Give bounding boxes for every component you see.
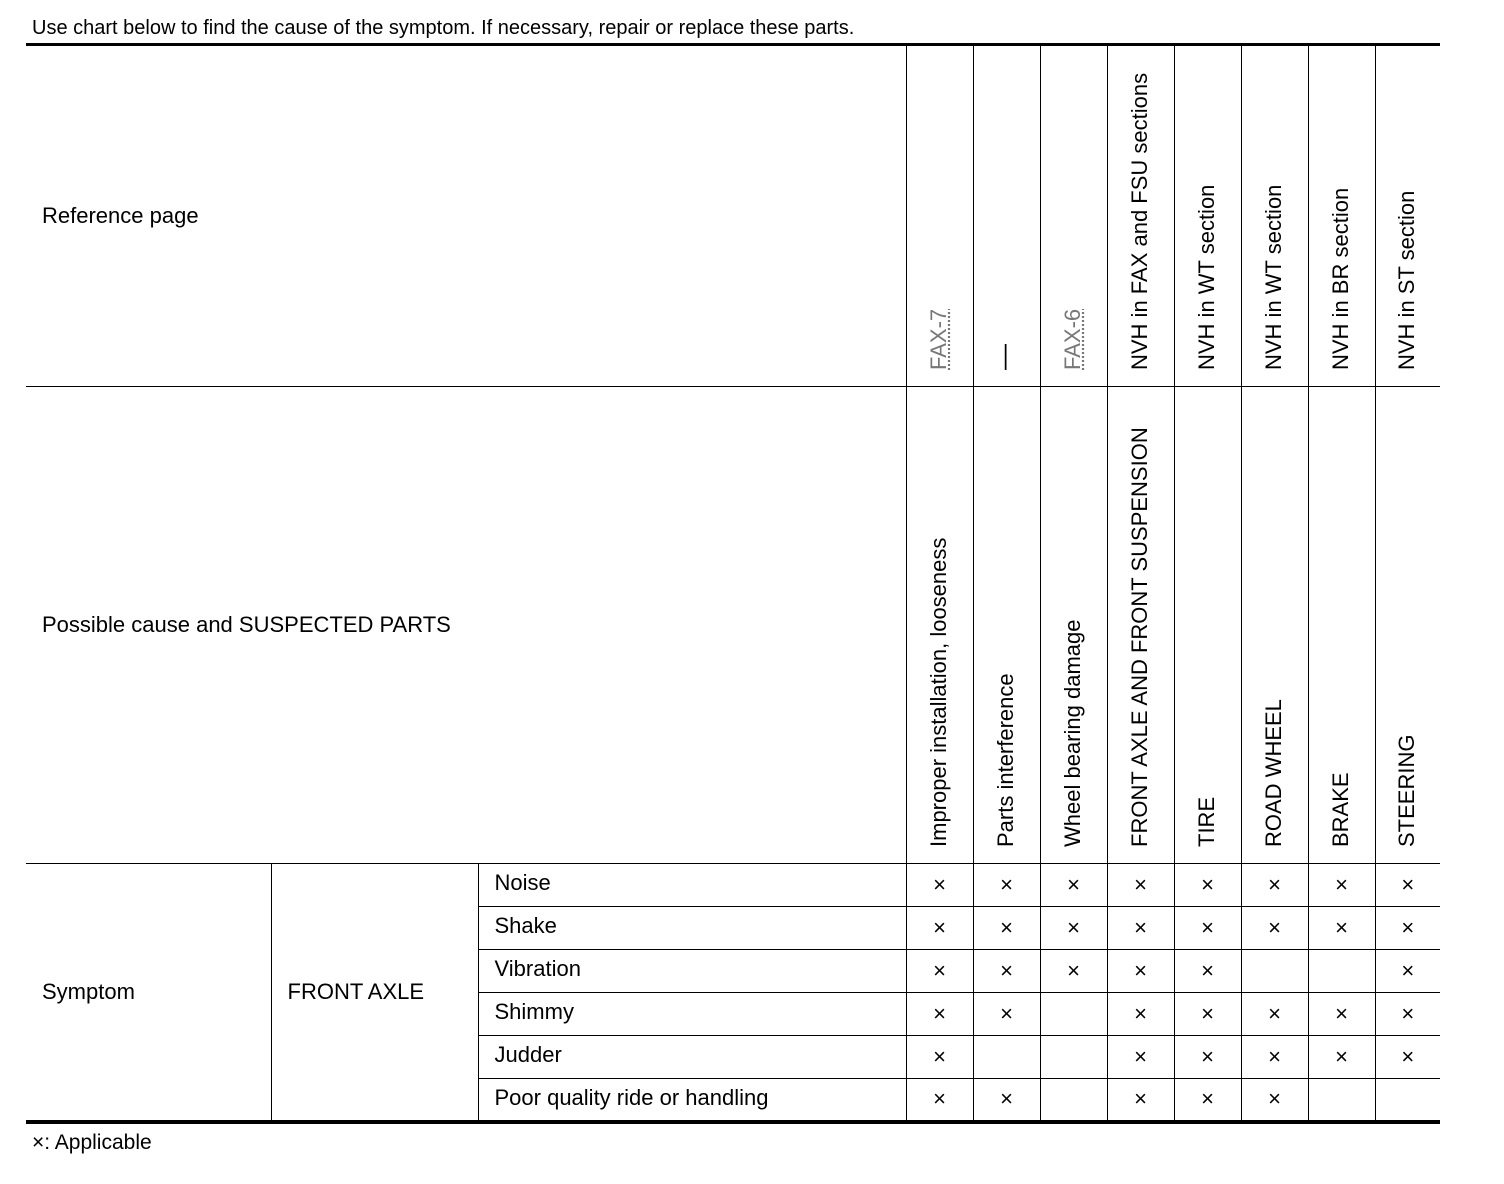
applicable-mark: × — [1375, 907, 1440, 950]
empty-cell — [1375, 1079, 1440, 1122]
cause-cell — [1174, 387, 1241, 864]
reference-cell — [1040, 45, 1107, 387]
cause-cell — [1040, 387, 1107, 864]
reference-row — [26, 45, 1440, 387]
applicable-mark: × — [973, 864, 1040, 907]
applicable-mark: × — [906, 907, 973, 950]
applicable-mark: × — [1174, 993, 1241, 1036]
symptom-name: Shimmy — [478, 993, 906, 1036]
reference-cell — [1174, 45, 1241, 387]
applicable-mark: × — [906, 950, 973, 993]
applicable-mark: × — [1107, 1036, 1174, 1079]
applicable-mark: × — [906, 1036, 973, 1079]
symptom-label: Symptom — [42, 978, 135, 1004]
applicable-mark: × — [1040, 950, 1107, 993]
reference-link[interactable]: FAX-7 — [925, 308, 951, 370]
applicable-mark: × — [1040, 864, 1107, 907]
cause-cell — [1375, 387, 1440, 864]
applicable-mark: × — [1308, 864, 1375, 907]
reference-text: NVH in WT section — [1260, 184, 1286, 370]
cause-text: STEERING — [1393, 734, 1419, 847]
reference-cell — [1241, 45, 1308, 387]
applicable-mark: × — [973, 1079, 1040, 1122]
applicable-mark: × — [1308, 1036, 1375, 1079]
group-label: FRONT AXLE — [271, 864, 478, 1122]
applicable-mark: × — [1107, 907, 1174, 950]
legend-note: ×: Applicable — [32, 1131, 152, 1154]
cause-cell — [1241, 387, 1308, 864]
intro-text: Use chart below to find the cause of the symptom. If necessary, repair or replace these parts. — [32, 17, 855, 39]
symptom-name: Poor quality ride or handling — [478, 1079, 906, 1122]
cause-text: FRONT AXLE AND FRONT SUSPENSION — [1126, 427, 1152, 847]
applicable-mark: × — [973, 950, 1040, 993]
cause-text: ROAD WHEEL — [1260, 699, 1286, 847]
empty-cell — [1308, 950, 1375, 993]
applicable-mark: × — [1174, 950, 1241, 993]
cause-cell — [1107, 387, 1174, 864]
empty-cell — [1040, 1036, 1107, 1079]
symptom-name: Noise — [478, 864, 906, 907]
applicable-mark: × — [1040, 907, 1107, 950]
reference-label: Reference page — [26, 45, 906, 387]
cause-cell — [1308, 387, 1375, 864]
applicable-mark: × — [1375, 993, 1440, 1036]
symptom-name: Shake — [478, 907, 906, 950]
applicable-mark: × — [973, 907, 1040, 950]
applicable-mark: × — [906, 1079, 973, 1122]
applicable-mark: × — [1107, 1079, 1174, 1122]
applicable-mark: × — [1241, 864, 1308, 907]
reference-cell — [1375, 45, 1440, 387]
reference-cell — [1107, 45, 1174, 387]
applicable-mark: × — [1308, 907, 1375, 950]
empty-cell — [1040, 1079, 1107, 1122]
applicable-mark: × — [1174, 907, 1241, 950]
applicable-mark: × — [1375, 950, 1440, 993]
reference-cell — [973, 45, 1040, 387]
cause-label: Possible cause and SUSPECTED PARTS — [26, 387, 906, 864]
applicable-mark: × — [973, 993, 1040, 1036]
cause-text: Parts interference — [992, 673, 1018, 847]
empty-cell — [1040, 993, 1107, 1036]
applicable-mark: × — [906, 864, 973, 907]
empty-cell — [1308, 1079, 1375, 1122]
applicable-mark: × — [1107, 864, 1174, 907]
cause-cell — [906, 387, 973, 864]
applicable-mark: × — [1241, 1036, 1308, 1079]
reference-text: NVH in ST section — [1393, 190, 1419, 370]
cause-text: Wheel bearing damage — [1059, 619, 1085, 847]
applicable-mark: × — [1174, 864, 1241, 907]
applicable-mark: × — [1375, 864, 1440, 907]
reference-text: NVH in BR section — [1327, 187, 1353, 370]
applicable-mark: × — [1174, 1079, 1241, 1122]
applicable-mark: × — [1107, 950, 1174, 993]
cause-text: TIRE — [1193, 796, 1219, 847]
symptom-chart — [26, 43, 1440, 1124]
applicable-mark: × — [1375, 1036, 1440, 1079]
reference-text: — — [987, 344, 1018, 370]
reference-cell — [906, 45, 973, 387]
symptom-name: Vibration — [478, 950, 906, 993]
reference-text: NVH in WT section — [1193, 184, 1219, 370]
empty-cell — [1241, 950, 1308, 993]
applicable-mark: × — [1107, 993, 1174, 1036]
applicable-mark: × — [1308, 993, 1375, 1036]
symptom-row — [26, 864, 1440, 907]
cause-text: Improper installation, looseness — [925, 537, 951, 847]
applicable-mark: × — [906, 993, 973, 1036]
cause-row — [26, 387, 1440, 864]
applicable-mark: × — [1241, 1079, 1308, 1122]
applicable-mark: × — [1174, 1036, 1241, 1079]
cause-cell — [973, 387, 1040, 864]
symptom-name: Judder — [478, 1036, 906, 1079]
applicable-mark: × — [1241, 907, 1308, 950]
reference-cell — [1308, 45, 1375, 387]
reference-link[interactable]: FAX-6 — [1059, 308, 1085, 370]
cause-text: BRAKE — [1327, 772, 1353, 847]
reference-text: NVH in FAX and FSU sections — [1126, 72, 1152, 370]
applicable-mark: × — [1241, 993, 1308, 1036]
empty-cell — [973, 1036, 1040, 1079]
